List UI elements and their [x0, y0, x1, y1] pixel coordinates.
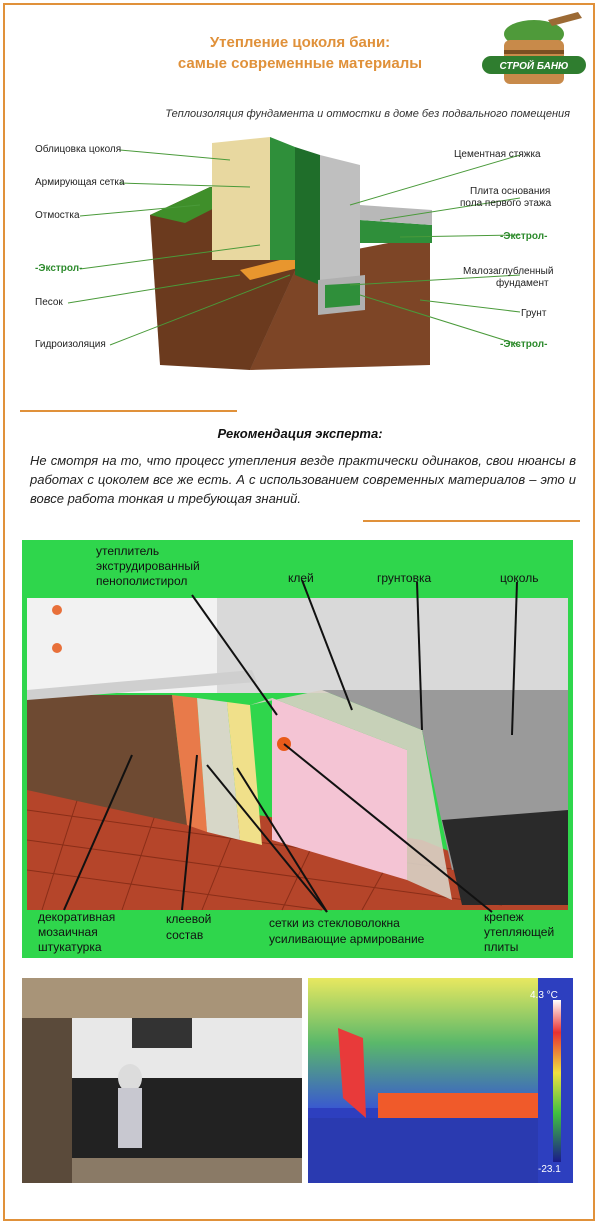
brand-logo [478, 12, 590, 94]
label-blind-area: Отмостка [35, 210, 80, 221]
spray-foam-photo [22, 978, 302, 1183]
spray-foam-image [22, 978, 302, 1183]
label-insulation-2: экструдированный [96, 559, 200, 573]
label-plinth: цоколь [500, 571, 539, 585]
label-extrol-left: -Экстрол- [35, 263, 83, 274]
label-reinforcing-mesh: Армирующая сетка [35, 177, 125, 188]
label-mesh-1: сетки из стекловолокна [269, 916, 400, 930]
label-extrol-right-1: -Экстрол- [500, 231, 548, 242]
plinth-layers-illustration [22, 540, 573, 958]
label-fastener-3: плиты [484, 940, 519, 954]
thermal-min-temp: -23.1 [538, 1164, 561, 1175]
label-adhesive-2: состав [166, 928, 204, 942]
logo-text: СТРОЙ БАНЮ [499, 61, 569, 72]
thermal-image [308, 978, 573, 1183]
label-primer: грунтовка [377, 571, 432, 585]
divider-top [20, 410, 237, 412]
page-title-line2: самые современные материалы [177, 55, 423, 72]
label-cement-screed: Цементная стяжка [454, 149, 541, 160]
label-plaster-3: штукатурка [38, 940, 102, 954]
label-cladding: Облицовка цоколя [35, 144, 122, 155]
recommendation-text: Не смотря на то, что процесс утепления везде практически одинаков, свои нюансы в работах с цоколем все же есть. А с использованием современных материалов – это и вовсе работа тонкая и требующая знаний. [30, 453, 576, 506]
thermal-max-temp: 4.3 °C [530, 990, 558, 1001]
label-insulation-3: пенополистирол [96, 574, 188, 588]
label-waterproofing: Гидроизоляция [35, 339, 106, 350]
label-floor-slab-2: пола первого этажа [460, 198, 552, 209]
label-fastener-2: утепляющей [484, 925, 555, 939]
label-adhesive-1: клеевой [166, 912, 212, 926]
label-fastener-1: крепеж [484, 910, 524, 924]
label-plaster-1: декоративная [38, 910, 116, 924]
page-title-line1: Утепление цоколя бани: [209, 34, 391, 51]
thermal-image-panel [308, 978, 573, 1183]
label-sand: Песок [35, 297, 63, 308]
label-extrol-right-2: -Экстрол- [500, 339, 548, 350]
plinth-layers-image [22, 540, 573, 958]
label-plaster-2: мозаичная [38, 925, 98, 939]
label-mesh-2: усиливающие армирование [269, 932, 425, 946]
diagram-caption: Теплоизоляция фундамента и отмостки в доме без подвального помещения [165, 108, 570, 120]
divider-bottom [363, 520, 580, 522]
label-shallow-foundation-2: фундамент [496, 278, 549, 289]
label-soil: Грунт [521, 308, 547, 319]
recommendation-title: Рекомендация эксперта: [217, 426, 383, 441]
label-glue: клей [288, 571, 314, 585]
label-insulation-1: утеплитель [96, 544, 160, 558]
label-shallow-foundation-1: Малозаглубленный [463, 266, 554, 277]
label-floor-slab-1: Плита основания [470, 186, 551, 197]
